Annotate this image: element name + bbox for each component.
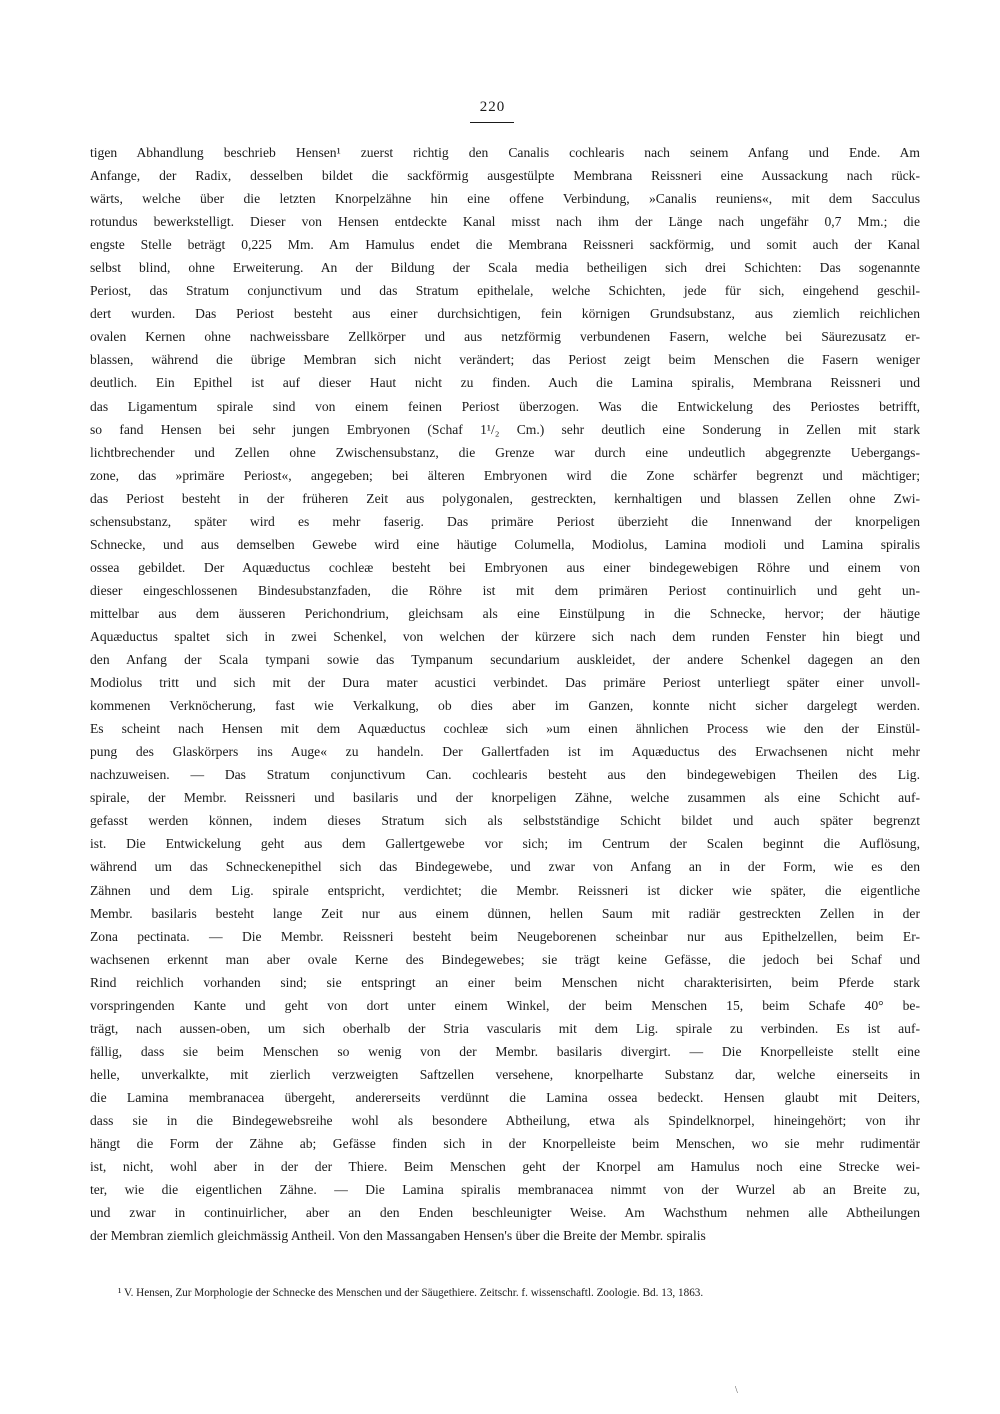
text-line: dert wurden. Das Periost besteht aus einer durchsichtigen, fein körnigen Grundsubstanz, aus ziemlich reichlichen: [90, 306, 920, 322]
text-line: rotundus bewerkstelligt. Dieser von Hensen entdeckte Kanal misst nach ihm der Länge nach ungefähr 0,7 Mm.; die: [90, 214, 920, 230]
text-line: das Ligamentum spirale sind von einem feinen Periost überzogen. Was die Entwickelung des Periostes betrifft,: [90, 398, 920, 414]
text-line: ter, wie die eigentlichen Zähne. — Die Lamina spiralis membranacea nimmt von der Wurzel ab an Breite zu,: [90, 1182, 920, 1198]
text-line: dieser eingeschlossenen Bindesubstanzfaden, die Röhre ist mit dem primären Periost continuirlich und geht un-: [90, 582, 920, 598]
text-line: deutlich. Ein Epithel ist auf dieser Haut nicht zu finden. Auch die Lamina spiralis, Membrana Reissneri und: [90, 375, 920, 391]
text-line: trägt, nach aussen-oben, um sich oberhalb der Stria vascularis mit dem Lig. spirale zu verbinden. Es ist auf-: [90, 1020, 920, 1036]
text-line: vorspringenden Kante und geht von dort unter einem Winkel, der beim Menschen 15, beim Schafe 40° be-: [90, 997, 920, 1013]
text-line: gefasst werden können, indem dieses Stratum sich als selbstständige Schicht bildet und auch später begrenzt: [90, 813, 920, 829]
text-line: während um das Schneckenepithel sich das Bindegewebe, und zwar von Anfang an in der Form, wie es den: [90, 859, 920, 875]
page-number-rule: [470, 122, 514, 123]
text-line: schensubstanz, später wird es mehr faserig. Das primäre Periost überzieht die Innenwand der knorpeligen: [90, 513, 920, 529]
footnote: ¹ V. Hensen, Zur Morphologie der Schnecke des Menschen und der Säugethiere. Zeitschr. f. wissenschaftl. Zoologie. Bd. 13, 1863.: [118, 1287, 704, 1299]
text-line: Es scheint nach Hensen mit dem Aquæductus cochleæ sich »um einen ähnlichen Process wie den der Einstül-: [90, 721, 920, 737]
text-line: Periost, das Stratum conjunctivum und das Stratum epithelale, welche Schichten, jede für sich, eingehend geschil-: [90, 283, 920, 299]
text-line: Anfange, der Radix, desselben bildet die sackförmig ausgestülpte Membrana Reissneri eine Aussackung nach rück-: [90, 168, 920, 184]
text-line: spirale, der Membr. Reissneri und basilaris und der knorpeligen Zähne, welche zusammen als eine Schicht auf-: [90, 790, 920, 806]
text-line: engste Stelle beträgt 0,225 Mm. Am Hamulus endet die Membrana Reissneri sackförmig, und somit auch der Kanal: [90, 237, 920, 253]
text-line: das Periost besteht in der früheren Zeit aus polygonalen, gestreckten, kernhaltigen und blassen Zellen ohne Zwi-: [90, 490, 920, 506]
text-line: und zwar in continuirlicher, aber an den Enden beschleunigter Weise. Am Wachsthum nehmen alle Abtheilungen: [90, 1205, 920, 1221]
text-line: so fand Hensen bei sehr jungen Embryonen (Schaf 1¹/₂ Cm.) sehr deutlich eine Sonderung in Zellen mit stark: [90, 421, 920, 437]
text-line: lichtbrechender und Zellen ohne Zwischensubstanz, die Grenze war durch eine undeutlich abgegrenzte Uebergangs-: [90, 444, 920, 460]
text-line: Zona pectinata. — Die Membr. Reissneri besteht beim Neugeborenen scheinbar nur aus Epithelzellen, beim Er-: [90, 928, 920, 944]
body-text: [90, 141, 920, 1247]
text-line: dass sie in die Bindegewebsreihe wohl als besondere Abtheilung, etwa als Spindelknorpel, hineingehört; von ihr: [90, 1112, 920, 1128]
page-number: 220: [479, 99, 506, 115]
text-line: tigen Abhandlung beschrieb Hensen¹ zuerst richtig den Canalis cochlearis nach seinem Anfang und Ende. Am: [90, 145, 920, 160]
text-line: wachsenen erkennt man aber ovale Kerne des Bindegewebes; sie trägt keine Gefässe, die jedoch bei Schaf und: [90, 951, 920, 967]
text-line: ossea gebildet. Der Aquæductus cochleæ besteht bei Embryonen aus einer bindegewebigen Röhre und einem von: [90, 559, 920, 575]
text-line: Aquæductus spaltet sich in zwei Schenkel, von welchen der kürzere sich nach dem runden Fenster hin biegt und: [90, 628, 920, 644]
text-line: nachzuweisen. — Das Stratum conjunctivum Can. cochlearis besteht aus den bindegewebigen Theilen des Lig.: [90, 767, 920, 783]
text-line: der Membran ziemlich gleichmässig Antheil. Von den Massangaben Hensen's über die Breite der Membr. spiralis: [90, 1228, 706, 1244]
text-line: ovalen Kernen ohne nachweissbare Zellkörper und aus netzförmig verbundenen Fasern, welche bei Säurezusatz er-: [90, 329, 920, 345]
text-line: ist. Die Entwickelung geht aus dem Gallertgewebe vor sich; im Centrum der Scalen beginnt die Auflösung,: [90, 836, 920, 852]
text-line: kommenen Verknöcherung, fast wie Verkalkung, ob dies aber im Ganzen, konnte nicht sicher dargelegt werden.: [90, 698, 920, 714]
text-line: selbst blind, ohne Erweiterung. An der Bildung der Scala media betheiligen sich drei Schichten: Das sogenannte: [90, 260, 920, 276]
text-line: wärts, welche über die letzten Knorpelzähne hin eine offene Verbindung, »Canalis reuniens«, mit dem Sacculus: [90, 191, 920, 207]
text-line: Schnecke, und aus demselben Gewebe wird eine häutige Columella, Modiolus, Lamina modioli und Lamina spiralis: [90, 536, 920, 552]
stray-mark: \: [735, 1385, 738, 1396]
text-line: pung des Glaskörpers ins Auge« zu handeln. Der Gallertfaden ist im Aquæductus des Erwachsenen nicht mehr: [90, 744, 920, 760]
text-line: ist, nicht, wohl aber in der der Thiere. Beim Menschen geht der Knorpel am Hamulus noch eine Strecke wei-: [90, 1159, 920, 1175]
text-line: Modiolus tritt und sich mit der Dura mater acustici verbindet. Das primäre Periost unterliegt später einer unvoll-: [90, 675, 920, 691]
text-line: mittelbar aus dem äusseren Perichondrium, gleichsam als eine Einstülpung in die Schnecke, hervor; der häutige: [90, 605, 920, 621]
text-line: hängt die Form der Zähne ab; Gefässe finden sich in der Knorpelleiste beim Menschen, wo sie mehr rudimentär: [90, 1136, 920, 1152]
text-line: Zähnen und dem Lig. spirale entspricht, verdichtet; die Membr. Reissneri ist dicker wie später, die eigentliche: [90, 882, 920, 898]
text-line: blassen, während die übrige Membran sich nicht verändert; das Periost zeigt beim Menschen die Fasern weniger: [90, 352, 920, 368]
text-line: fällig, dass sie beim Menschen so wenig von der Membr. basilaris divergirt. — Die Knorpelleiste stellt eine: [90, 1043, 920, 1059]
text-line: Membr. basilaris besteht lange Zeit nur aus einem dünnen, hellen Saum mit radiär gestreckten Zellen in der: [90, 905, 920, 921]
text-line: zone, das »primäre Periost«, angegeben; bei älteren Embryonen wird die Zone schärfer begrenzt und mächtiger;: [90, 467, 920, 483]
text-line: Rind reichlich vorhanden sind; sie entspringt an einer beim Menschen nicht charakterisirten, beim Pferde stark: [90, 974, 920, 990]
text-line: die Lamina membranacea übergeht, andererseits verdünnt die Lamina ossea bedeckt. Hensen glaubt mit Deiters,: [90, 1089, 920, 1105]
text-line: helle, unverkalkte, mit zierlich verzweigten Saftzellen versehene, knorpelharte Substanz dar, welche einerseits in: [90, 1066, 920, 1082]
text-line: den Anfang der Scala tympani sowie das Tympanum secundarium auskleidet, der andere Schenkel dagegen an den: [90, 652, 920, 668]
